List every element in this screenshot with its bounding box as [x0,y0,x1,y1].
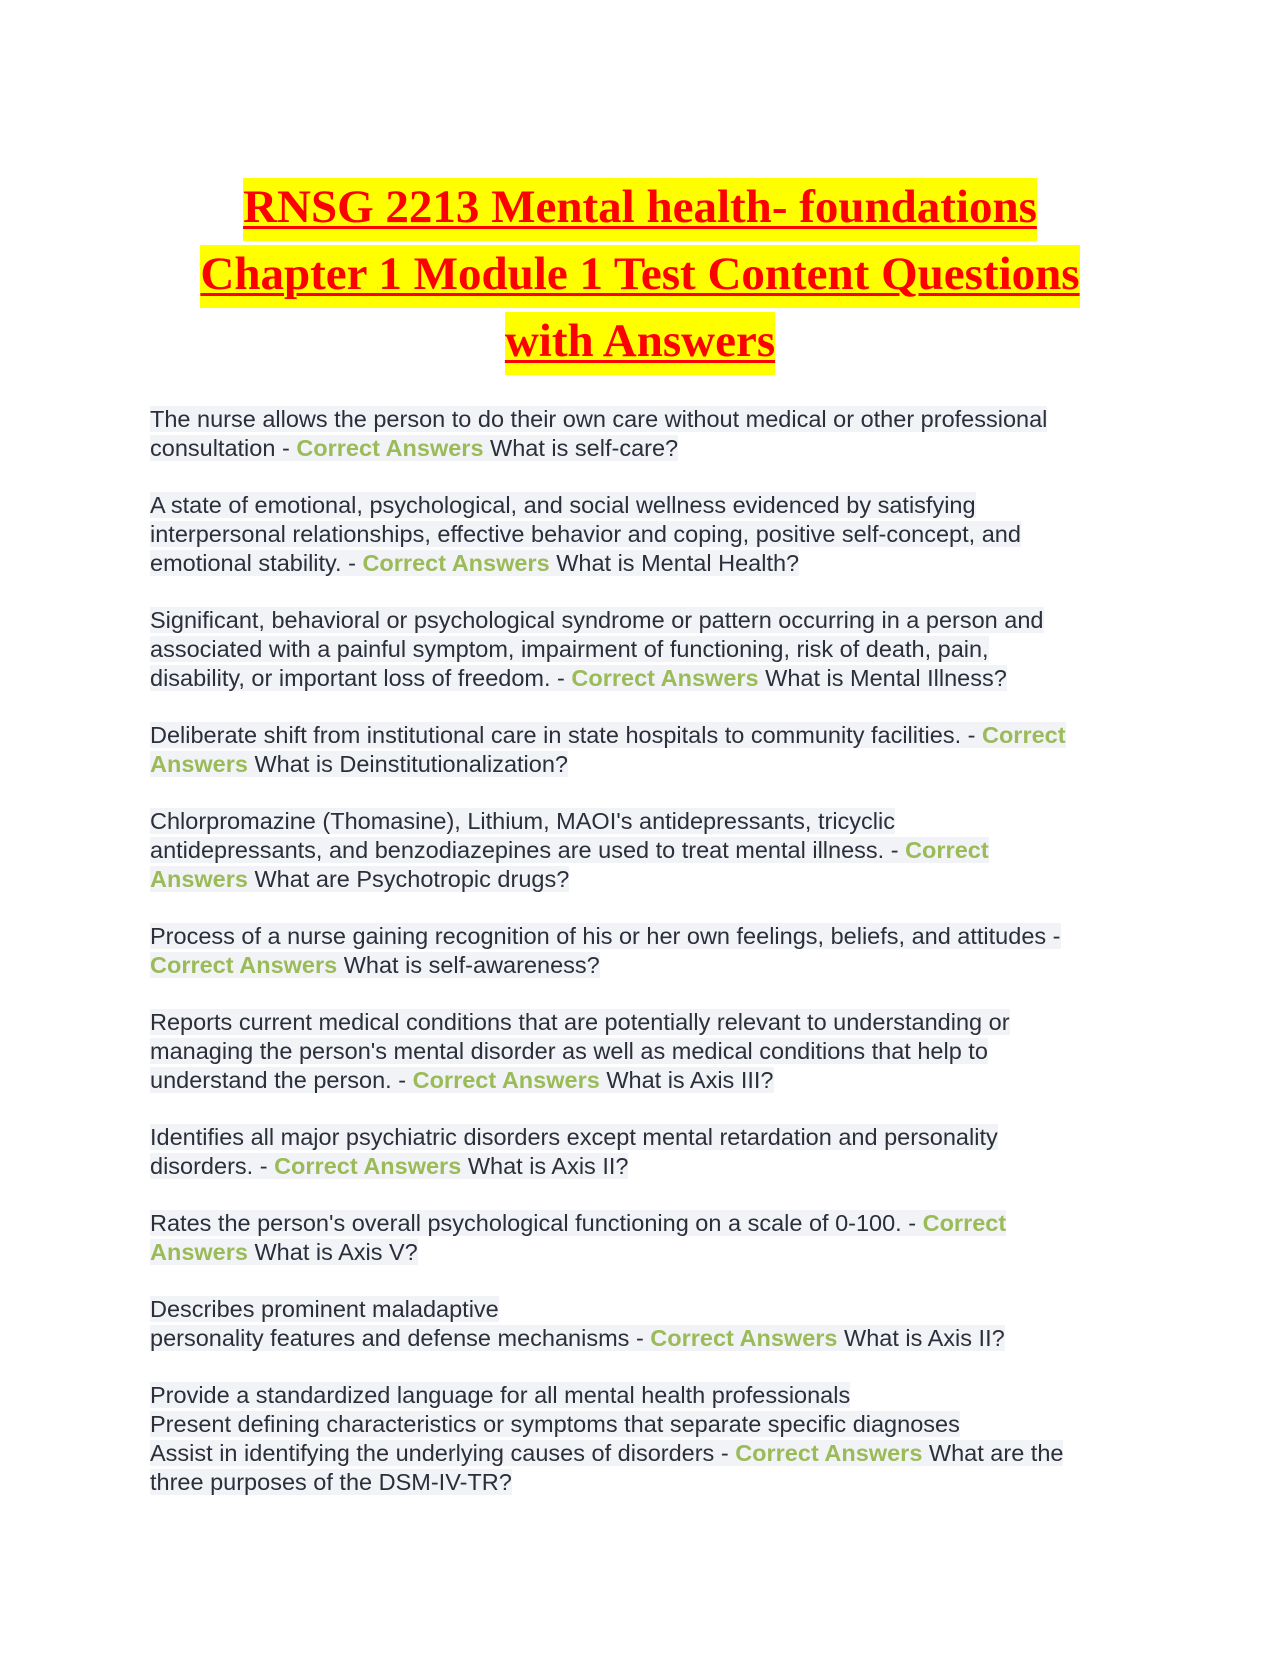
correct-answers-label: Correct Answers [150,952,338,978]
answer-text: What is self-care? [490,435,679,461]
question-text: consultation - [150,435,297,461]
correct-answers-label-part2: Answers [150,1239,248,1265]
qa-item [150,606,1140,693]
question-text: Assist in identifying the underlying causes of disorders - [150,1440,736,1466]
answer-text: What is Axis III? [606,1067,774,1093]
question-text: associated with a painful symptom, impairment of functioning, risk of death, pain, [150,636,989,662]
question-text: Process of a nurse gaining recognition of his or her own feelings, beliefs, and attitudes - [150,923,1061,949]
document-title [110,178,1170,379]
correct-answers-label: Correct Answers [362,550,550,576]
answer-text: What is Mental Health? [556,550,800,576]
qa-item [150,1295,1140,1353]
answer-text: What is self-awareness? [343,952,600,978]
title-line-2: Chapter 1 Module 1 Test Content Questions [200,245,1079,308]
correct-answers-label-part1: Correct [922,1210,1007,1236]
answer-text-part2: three purposes of the DSM-IV-TR? [150,1469,512,1495]
qa-item [150,1008,1140,1095]
question-text: understand the person. - [150,1067,413,1093]
question-text: Significant, behavioral or psychological syndrome or pattern occurring in a person and [150,607,1044,633]
qa-item [150,491,1140,578]
question-text: disability, or important loss of freedom. - [150,665,572,691]
qa-item [150,1209,1140,1267]
qa-list [150,405,1140,1525]
answer-text-part1: What are the [928,1440,1064,1466]
question-text: The nurse allows the person to do their own care without medical or other professional [150,406,1048,432]
correct-answers-label: Correct Answers [571,665,759,691]
correct-answers-label: Correct Answers [735,1440,923,1466]
question-text: Deliberate shift from institutional care in state hospitals to community facilities. - [150,722,982,748]
question-text: antidepressants, and benzodiazepines are used to treat mental illness. - [150,837,906,863]
title-line-3: with Answers [505,312,775,375]
qa-item [150,922,1140,980]
qa-item [150,807,1140,894]
question-text: Reports current medical conditions that are potentially relevant to understanding or [150,1009,1010,1035]
question-text: interpersonal relationships, effective behavior and coping, positive self-concept, and [150,521,1021,547]
question-text: personality features and defense mechanisms - [150,1325,651,1351]
question-text: emotional stability. - [150,550,363,576]
qa-item [150,405,1140,463]
question-text: managing the person's mental disorder as well as medical conditions that help to [150,1038,988,1064]
correct-answers-label-part2: Answers [150,866,248,892]
answer-text: What are Psychotropic drugs? [254,866,570,892]
correct-answers-label: Correct Answers [650,1325,838,1351]
answer-text: What is Deinstitutionalization? [254,751,568,777]
correct-answers-label: Correct Answers [412,1067,600,1093]
qa-item [150,1381,1140,1497]
qa-item [150,1123,1140,1181]
question-text: Rates the person's overall psychological functioning on a scale of 0-100. - [150,1210,923,1236]
answer-text: What is Mental Illness? [765,665,1007,691]
answer-text: What is Axis II? [844,1325,1005,1351]
correct-answers-label-part2: Answers [150,751,248,777]
correct-answers-label: Correct Answers [274,1153,462,1179]
correct-answers-label-part1: Correct [905,837,989,863]
question-text: Provide a standardized language for all mental health professionals [150,1382,851,1408]
qa-item [150,721,1140,779]
question-text: Identifies all major psychiatric disorders except mental retardation and personality [150,1124,998,1150]
question-text: A state of emotional, psychological, and social wellness evidenced by satisfying [150,492,976,518]
answer-text: What is Axis V? [254,1239,418,1265]
question-text: Describes prominent maladaptive [150,1296,499,1322]
correct-answers-label: Correct Answers [296,435,484,461]
question-text: disorders. - [150,1153,275,1179]
title-line-1: RNSG 2213 Mental health- foundations [243,178,1037,241]
question-text: Present defining characteristics or symptoms that separate specific diagnoses [150,1411,960,1437]
question-text: Chlorpromazine (Thomasine), Lithium, MAOI's antidepressants, tricyclic [150,808,895,834]
correct-answers-label-part1: Correct [981,722,1066,748]
answer-text: What is Axis II? [467,1153,629,1179]
